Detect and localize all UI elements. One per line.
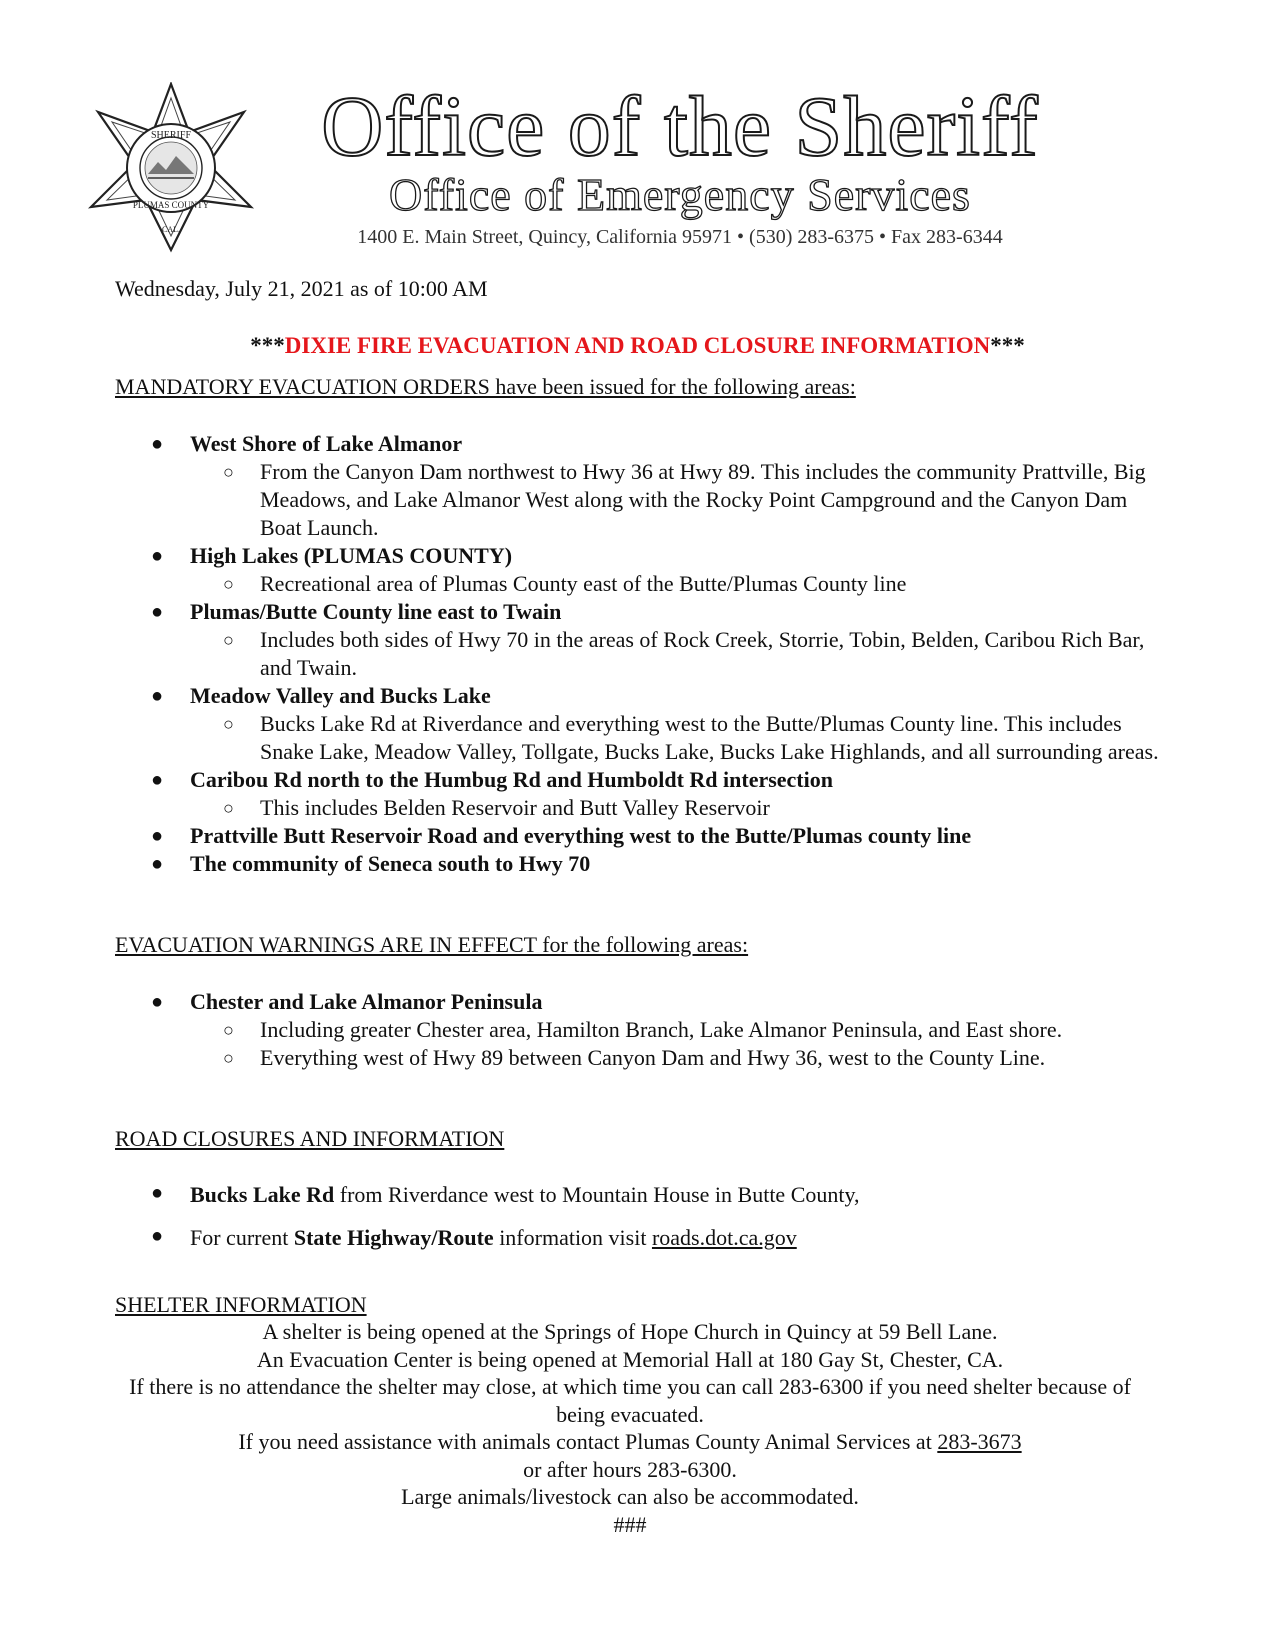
list-item-label: Caribou Rd north to the Humbug Rd and Humboldt Rd intersection <box>190 767 833 792</box>
sub-item <box>115 1016 1165 1044</box>
list-item <box>115 682 1165 710</box>
list-item-label: High Lakes (PLUMAS COUNTY) <box>190 543 513 568</box>
office-address: 1400 E. Main Street, Quincy, California 95971 • (530) 283-6375 • Fax 283-6344 <box>357 226 1003 248</box>
circle-bullet-icon: ○ <box>223 798 234 818</box>
mandatory-heading-text: MANDATORY EVACUATION ORDERS have been issued for the following areas <box>115 374 850 399</box>
road-item-text: For current <box>190 1225 294 1250</box>
mandatory-list <box>115 430 1165 878</box>
warnings-heading <box>115 932 748 958</box>
road-item-text: from Riverdance west to Mountain House in Butte County, <box>334 1182 860 1207</box>
list-item <box>115 598 1165 626</box>
road-item-state-highway <box>115 1225 1165 1251</box>
shelter-line-text: If you need assistance with animals contact Plumas County Animal Services at <box>238 1429 938 1454</box>
circle-bullet-icon: ○ <box>223 1048 234 1068</box>
headline-prefix: *** <box>250 333 285 358</box>
bullet-icon: ● <box>151 601 164 623</box>
bullet-icon: ● <box>151 991 164 1013</box>
road-item-text: information visit <box>493 1225 652 1250</box>
warnings-list <box>115 988 1165 1072</box>
sub-item-text: Includes both sides of Hwy 70 in the areas of Rock Creek, Storrie, Tobin, Belden, Caribou Rich Bar, and Twain. <box>260 627 1145 680</box>
warnings-heading-colon: : <box>741 932 749 957</box>
caltrans-link[interactable]: roads.dot.ca.gov <box>651 1225 797 1250</box>
sub-item-text: From the Canyon Dam northwest to Hwy 36 at Hwy 89. This includes the community Prattville, Big Meadows, and Lake Almanor West along with the Rocky Point Campground and the Canyon Dam Boat Launch. <box>260 459 1146 540</box>
shelter-heading: SHELTER INFORMATION <box>115 1292 367 1317</box>
sub-item-text: Recreational area of Plumas County east of the Butte/Plumas County line <box>260 571 907 596</box>
list-item <box>115 766 1165 794</box>
road-item-bucks-lake <box>115 1182 1165 1208</box>
sub-item <box>115 458 1165 542</box>
list-item <box>115 988 1165 1016</box>
badge-bottom-text: CAL. <box>162 225 180 234</box>
list-item <box>115 542 1165 570</box>
sub-item <box>115 710 1165 766</box>
headline-text: DIXIE FIRE EVACUATION AND ROAD CLOSURE INFORMATION <box>284 333 991 358</box>
list-item-label: Chester and Lake Almanor Peninsula <box>190 989 543 1014</box>
circle-bullet-icon: ○ <box>223 630 234 650</box>
circle-bullet-icon: ○ <box>223 574 234 594</box>
page-subtitle: Office of Emergency Services <box>389 169 971 220</box>
bullet-icon: ● <box>151 853 164 875</box>
circle-bullet-icon: ○ <box>223 714 234 734</box>
road-item-bold: State Highway/Route <box>293 1225 494 1250</box>
page-title: Office of the Sheriff <box>321 78 1039 174</box>
bullet-icon: ● <box>151 545 164 567</box>
list-item-label: West Shore of Lake Almanor <box>190 431 463 456</box>
sub-item <box>115 1044 1165 1072</box>
headline-suffix: *** <box>990 333 1025 358</box>
shelter-line: A shelter is being opened at the Springs of Hope Church in Quincy at 59 Bell Lane. <box>262 1319 998 1344</box>
road-item-bold: Bucks Lake Rd <box>190 1182 335 1207</box>
headline <box>0 333 1275 359</box>
list-item-label: Meadow Valley and Bucks Lake <box>190 683 491 708</box>
list-item-label: Plumas/Butte County line east to Twain <box>190 599 562 624</box>
bullet-icon: ● <box>151 685 164 707</box>
badge-top-text: SHERIFF <box>150 130 192 141</box>
shelter-line: or after hours 283-6300. <box>523 1456 737 1482</box>
shelter-line <box>115 1428 1145 1456</box>
bullet-icon: ● <box>151 825 164 847</box>
sub-item-text: Bucks Lake Rd at Riverdance and everything west to the Butte/Plumas County line. This includes Snake Lake, Meadow Valley, Tollgate, Bucks Lake, Bucks Lake Highlands, and all surrounding areas. <box>260 711 1159 764</box>
shelter-line: Large animals/livestock can also be accommodated. <box>401 1484 859 1509</box>
shelter-line: If there is no attendance the shelter may close, at which time you can call 283-6300 if you need shelter because of being evacuated. <box>129 1374 1131 1427</box>
circle-bullet-icon: ○ <box>223 462 234 482</box>
sub-item <box>115 626 1165 682</box>
mandatory-heading <box>115 374 856 400</box>
shelter-line: An Evacuation Center is being opened at Memorial Hall at 180 Gay St, Chester, CA. <box>256 1346 1004 1372</box>
bullet-icon: ● <box>151 1182 164 1204</box>
mandatory-heading-colon: : <box>849 374 856 399</box>
warnings-heading-text: EVACUATION WARNINGS ARE IN EFFECT for the following areas <box>115 932 742 957</box>
sub-item <box>115 794 1165 822</box>
list-item-label: Prattville Butt Reservoir Road and everything west to the Butte/Plumas county line <box>190 823 972 848</box>
bullet-icon: ● <box>151 769 164 791</box>
animal-services-phone-link[interactable]: 283-3673 <box>937 1429 1022 1454</box>
sub-item-text: Including greater Chester area, Hamilton Branch, Lake Almanor Peninsula, and East shore. <box>260 1017 1063 1042</box>
sheriff-badge-icon <box>86 82 256 254</box>
bullet-icon: ● <box>151 1225 164 1247</box>
badge-side-text: PLUMAS COUNTY <box>132 200 210 210</box>
shelter-info <box>115 1318 1145 1538</box>
list-item <box>115 430 1165 458</box>
list-item <box>115 850 1165 878</box>
list-item-label: The community of Seneca south to Hwy 70 <box>190 851 591 876</box>
list-item <box>115 822 1165 850</box>
date-line: Wednesday, July 21, 2021 as of 10:00 AM <box>115 276 488 301</box>
circle-bullet-icon: ○ <box>223 1020 234 1040</box>
bullet-icon: ● <box>151 433 164 455</box>
sub-item-text: Everything west of Hwy 89 between Canyon Dam and Hwy 36, west to the County Line. <box>260 1045 1046 1070</box>
sub-item-text: This includes Belden Reservoir and Butt Valley Reservoir <box>260 795 770 820</box>
end-mark: ### <box>613 1511 647 1537</box>
roads-heading: ROAD CLOSURES AND INFORMATION <box>115 1126 505 1151</box>
sub-item <box>115 570 1165 598</box>
